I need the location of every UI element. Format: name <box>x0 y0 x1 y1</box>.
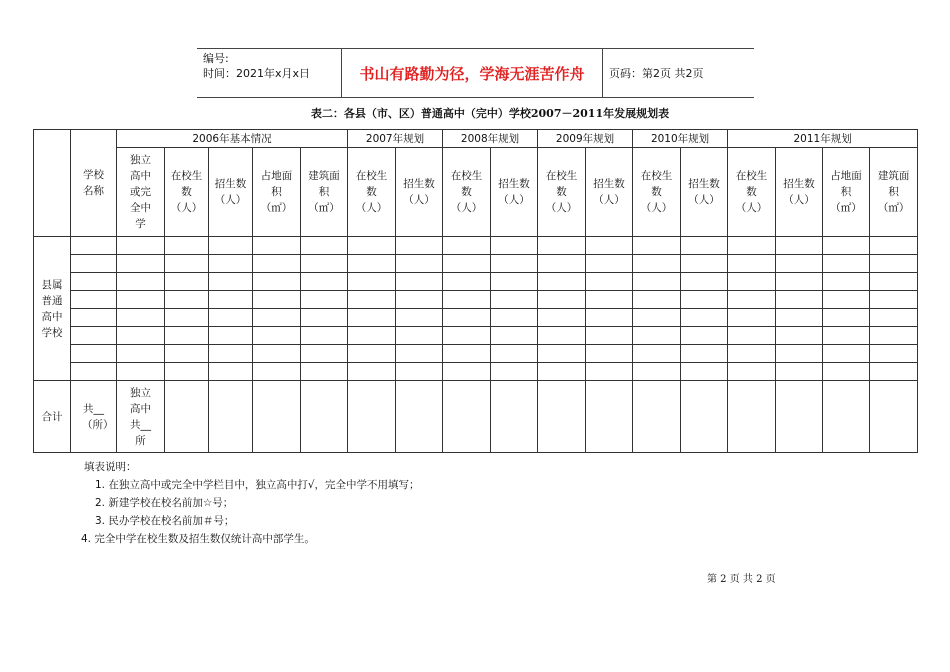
total-count-cell[interactable]: 共__（所） <box>71 381 117 453</box>
table-cell[interactable] <box>538 237 586 255</box>
table-cell[interactable] <box>870 345 918 363</box>
group-2010-header: 2010年规划 <box>633 130 728 148</box>
table-cell[interactable] <box>348 327 396 345</box>
table-cell[interactable] <box>823 363 870 381</box>
table-cell[interactable] <box>209 381 253 453</box>
table-cell[interactable] <box>586 363 633 381</box>
note-item: 4. 完全中学在校生数及招生数仅统计高中部学生。 <box>81 533 315 545</box>
page-label: 页码：第2页 共2页 <box>609 67 704 80</box>
table-cell[interactable] <box>301 363 348 381</box>
table-cell[interactable] <box>71 237 117 255</box>
total-label: 合计 <box>34 381 71 453</box>
table-cell[interactable] <box>71 363 117 381</box>
table-cell[interactable] <box>348 363 396 381</box>
table-cell[interactable] <box>117 309 165 327</box>
table-cell[interactable] <box>491 309 538 327</box>
table-row <box>34 309 918 327</box>
table-cell[interactable] <box>443 273 491 291</box>
table-row <box>34 363 918 381</box>
table-cell[interactable] <box>823 381 870 453</box>
table-cell[interactable] <box>776 237 823 255</box>
subheader-building-area: 建筑面积（㎡） <box>870 148 918 237</box>
table-cell[interactable] <box>253 345 301 363</box>
corner-cell <box>34 130 71 237</box>
table-cell[interactable] <box>586 327 633 345</box>
table-cell[interactable] <box>348 237 396 255</box>
table-cell[interactable] <box>728 381 776 453</box>
note-item: 2. 新建学校在校名前加☆号； <box>95 497 234 509</box>
table-cell[interactable] <box>633 363 681 381</box>
table-cell[interactable] <box>633 237 681 255</box>
table-cell[interactable] <box>165 237 209 255</box>
subheader-admissions: 招生数（人） <box>586 148 633 237</box>
table-cell[interactable] <box>776 327 823 345</box>
subheader-independent: 独立高中或完全中学 <box>117 148 165 237</box>
table-cell[interactable] <box>396 237 443 255</box>
subheader-admissions: 招生数（人） <box>396 148 443 237</box>
subheader-building-area: 建筑面积（㎡） <box>301 148 348 237</box>
school-name-header: 学校名称 <box>71 130 117 237</box>
table-cell[interactable] <box>491 327 538 345</box>
table-cell[interactable] <box>538 345 586 363</box>
table-cell[interactable] <box>681 273 728 291</box>
table-cell[interactable] <box>301 255 348 273</box>
table-cell[interactable] <box>823 291 870 309</box>
table-cell[interactable] <box>776 381 823 453</box>
subheader-enrolled: 在校生数（人） <box>538 148 586 237</box>
table-cell[interactable] <box>633 381 681 453</box>
table-cell[interactable] <box>870 291 918 309</box>
table-cell[interactable] <box>209 273 253 291</box>
table-cell[interactable] <box>586 345 633 363</box>
table-cell[interactable] <box>396 273 443 291</box>
subheader-enrolled: 在校生数（人） <box>165 148 209 237</box>
table-cell[interactable] <box>71 291 117 309</box>
fill-instructions <box>81 458 420 548</box>
header-row-groups <box>34 130 918 148</box>
table-cell[interactable] <box>443 255 491 273</box>
subheader-enrolled: 在校生数（人） <box>348 148 396 237</box>
subheader-enrolled: 在校生数（人） <box>728 148 776 237</box>
table-cell[interactable] <box>396 309 443 327</box>
table-cell[interactable] <box>823 273 870 291</box>
table-cell[interactable] <box>586 273 633 291</box>
table-cell[interactable] <box>491 273 538 291</box>
table-cell[interactable] <box>253 291 301 309</box>
header-row-subcolumns <box>34 148 918 237</box>
subheader-admissions: 招生数（人） <box>681 148 728 237</box>
group-2006-header: 2006年基本情况 <box>117 130 348 148</box>
table-cell[interactable] <box>681 363 728 381</box>
table-row <box>34 345 918 363</box>
table-cell[interactable] <box>633 255 681 273</box>
table-cell[interactable] <box>681 381 728 453</box>
table-cell[interactable] <box>728 273 776 291</box>
table-cell[interactable] <box>443 291 491 309</box>
table-cell[interactable] <box>165 363 209 381</box>
table-cell[interactable] <box>681 345 728 363</box>
table-cell[interactable] <box>870 237 918 255</box>
table-cell[interactable] <box>71 309 117 327</box>
note-item: 3. 民办学校在校名前加＃号； <box>95 515 235 527</box>
table-cell[interactable] <box>633 309 681 327</box>
table-cell[interactable] <box>443 237 491 255</box>
table-cell[interactable] <box>301 381 348 453</box>
total-row <box>34 381 918 453</box>
table-cell[interactable] <box>823 237 870 255</box>
table-cell[interactable] <box>633 273 681 291</box>
table-cell[interactable] <box>681 255 728 273</box>
header-divider <box>602 49 603 97</box>
table-cell[interactable] <box>776 291 823 309</box>
table-cell[interactable] <box>348 273 396 291</box>
table-cell[interactable] <box>209 327 253 345</box>
table-cell[interactable] <box>348 309 396 327</box>
table-cell[interactable] <box>71 327 117 345</box>
table-cell[interactable] <box>253 309 301 327</box>
table-cell[interactable] <box>870 381 918 453</box>
table-cell[interactable] <box>776 255 823 273</box>
table-cell[interactable] <box>681 309 728 327</box>
table-cell[interactable] <box>253 363 301 381</box>
table-cell[interactable] <box>728 309 776 327</box>
table-cell[interactable] <box>776 363 823 381</box>
table-cell[interactable] <box>165 345 209 363</box>
table-cell[interactable] <box>443 345 491 363</box>
table-cell[interactable] <box>301 237 348 255</box>
table-cell[interactable] <box>396 255 443 273</box>
table-cell[interactable] <box>491 345 538 363</box>
table-cell[interactable] <box>776 345 823 363</box>
table-cell[interactable] <box>71 273 117 291</box>
table-cell[interactable] <box>348 291 396 309</box>
table-cell[interactable] <box>586 255 633 273</box>
table-cell[interactable] <box>117 237 165 255</box>
table-cell[interactable] <box>396 381 443 453</box>
table-cell[interactable] <box>728 255 776 273</box>
table-cell[interactable] <box>209 237 253 255</box>
table-cell[interactable] <box>253 273 301 291</box>
note-item: 1. 在独立高中或完全中学栏目中，独立高中打√，完全中学不用填写； <box>95 479 420 491</box>
group-2007-header: 2007年规划 <box>348 130 443 148</box>
table-cell[interactable] <box>253 381 301 453</box>
table-cell[interactable] <box>165 291 209 309</box>
table-cell[interactable] <box>209 363 253 381</box>
table-cell[interactable] <box>870 363 918 381</box>
table-cell[interactable] <box>396 363 443 381</box>
subheader-admissions: 招生数（人） <box>209 148 253 237</box>
table-cell[interactable] <box>348 381 396 453</box>
table-cell[interactable] <box>301 291 348 309</box>
document-header <box>197 48 754 98</box>
table-cell[interactable] <box>681 291 728 309</box>
group-2011-header: 2011年规划 <box>728 130 918 148</box>
table-cell[interactable] <box>870 255 918 273</box>
table-cell[interactable] <box>586 291 633 309</box>
group-2008-header: 2008年规划 <box>443 130 538 148</box>
table-cell[interactable] <box>209 291 253 309</box>
table-cell[interactable] <box>396 345 443 363</box>
table-cell[interactable] <box>253 255 301 273</box>
subheader-enrolled: 在校生数（人） <box>443 148 491 237</box>
table-cell[interactable] <box>538 381 586 453</box>
table-cell[interactable] <box>71 255 117 273</box>
table-cell[interactable] <box>538 291 586 309</box>
table-cell[interactable] <box>538 363 586 381</box>
table-cell[interactable] <box>538 327 586 345</box>
table-cell[interactable] <box>491 363 538 381</box>
table-cell[interactable] <box>117 327 165 345</box>
subheader-land-area: 占地面积（㎡） <box>823 148 870 237</box>
table-cell[interactable] <box>117 363 165 381</box>
table-cell[interactable] <box>348 255 396 273</box>
notes-heading: 填表说明： <box>84 461 137 473</box>
table-row <box>34 273 918 291</box>
table-cell[interactable] <box>491 255 538 273</box>
table-cell[interactable] <box>348 345 396 363</box>
table-cell[interactable] <box>301 273 348 291</box>
table-cell[interactable] <box>301 327 348 345</box>
table-cell[interactable] <box>396 291 443 309</box>
table-cell[interactable] <box>301 309 348 327</box>
time-label: 时间：2021年x月x日 <box>203 67 311 80</box>
county-schools-label: 县属普通高中学校 <box>34 237 71 381</box>
code-label: 编号: <box>203 52 229 65</box>
table-cell[interactable] <box>165 273 209 291</box>
table-cell[interactable] <box>586 237 633 255</box>
table-row <box>34 327 918 345</box>
table-cell[interactable] <box>823 345 870 363</box>
table-cell[interactable] <box>586 381 633 453</box>
table-row <box>34 237 918 255</box>
table-cell[interactable] <box>681 327 728 345</box>
subheader-admissions: 招生数（人） <box>776 148 823 237</box>
table-title: 表二：各县（市、区）普通高中（完中）学校2007－2011年发展规划表 <box>310 107 670 120</box>
table-cell[interactable] <box>117 273 165 291</box>
table-cell[interactable] <box>165 309 209 327</box>
subheader-land-area: 占地面积（㎡） <box>253 148 301 237</box>
table-cell[interactable] <box>776 273 823 291</box>
table-cell[interactable] <box>71 345 117 363</box>
table-cell[interactable] <box>117 291 165 309</box>
table-cell[interactable] <box>823 309 870 327</box>
subheader-enrolled: 在校生数（人） <box>633 148 681 237</box>
table-cell[interactable] <box>491 237 538 255</box>
table-cell[interactable] <box>443 363 491 381</box>
table-cell[interactable] <box>491 381 538 453</box>
table-cell[interactable] <box>633 291 681 309</box>
header-slogan: 书山有路勤为径，学海无涯苦作舟 <box>359 64 585 83</box>
table-cell[interactable] <box>209 309 253 327</box>
total-independent-cell[interactable]: 独立高中共__所 <box>117 381 165 453</box>
table-cell[interactable] <box>253 237 301 255</box>
table-cell[interactable] <box>165 381 209 453</box>
table-cell[interactable] <box>728 345 776 363</box>
table-cell[interactable] <box>538 255 586 273</box>
table-cell[interactable] <box>681 237 728 255</box>
subheader-admissions: 招生数（人） <box>491 148 538 237</box>
header-meta <box>203 51 310 81</box>
table-cell[interactable] <box>396 327 443 345</box>
table-cell[interactable] <box>728 237 776 255</box>
table-cell[interactable] <box>443 381 491 453</box>
table-cell[interactable] <box>823 327 870 345</box>
table-cell[interactable] <box>538 309 586 327</box>
page-footer: 第 2 页 共 2 页 <box>707 574 776 585</box>
table-cell[interactable] <box>870 327 918 345</box>
table-cell[interactable] <box>870 309 918 327</box>
table-cell[interactable] <box>728 327 776 345</box>
table-cell[interactable] <box>117 345 165 363</box>
table-cell[interactable] <box>209 255 253 273</box>
table-cell[interactable] <box>633 327 681 345</box>
group-2009-header: 2009年规划 <box>538 130 633 148</box>
table-row <box>34 255 918 273</box>
table-cell[interactable] <box>538 273 586 291</box>
table-cell[interactable] <box>728 363 776 381</box>
table-cell[interactable] <box>633 345 681 363</box>
table-cell[interactable] <box>165 327 209 345</box>
table-cell[interactable] <box>823 255 870 273</box>
table-cell[interactable] <box>443 309 491 327</box>
table-cell[interactable] <box>117 255 165 273</box>
table-cell[interactable] <box>491 291 538 309</box>
table-cell[interactable] <box>209 345 253 363</box>
table-cell[interactable] <box>301 345 348 363</box>
table-cell[interactable] <box>165 255 209 273</box>
table-cell[interactable] <box>776 309 823 327</box>
table-row <box>34 291 918 309</box>
plan-table <box>33 129 918 453</box>
table-cell[interactable] <box>253 327 301 345</box>
table-cell[interactable] <box>728 291 776 309</box>
table-cell[interactable] <box>586 309 633 327</box>
table-cell[interactable] <box>443 327 491 345</box>
table-cell[interactable] <box>870 273 918 291</box>
